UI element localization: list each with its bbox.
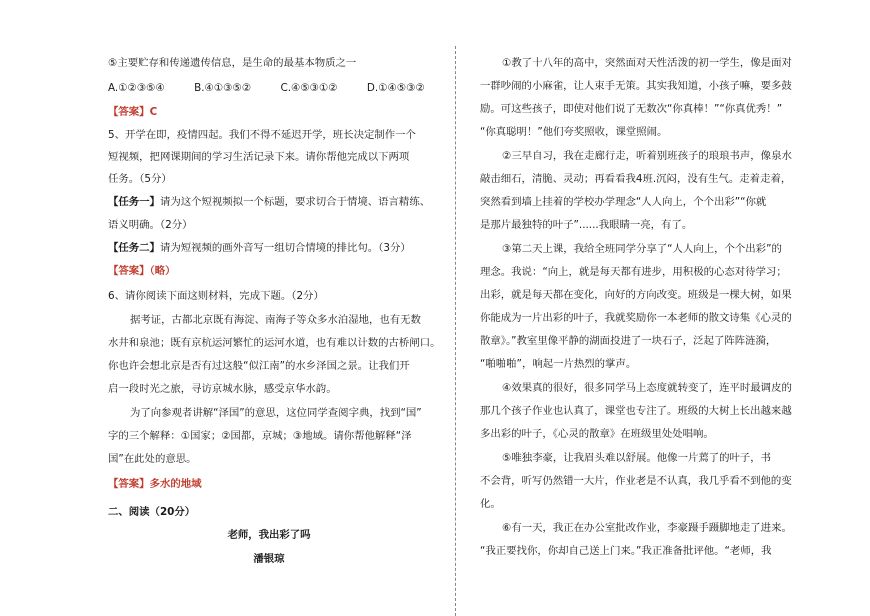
- text-line: 为了向参观者讲解“泽国”的意思，这位同学查阅字典，找到“国”: [130, 407, 422, 419]
- text-line: 散章》。”教室里像平静的湖面投进了一块石子，泛起了阵阵涟漪，: [480, 335, 777, 347]
- text-line: ③第二天上课，我给全班同学分享了“人人向上，个个出彩”的: [502, 243, 782, 255]
- option-d: D.①④⑤③②: [366, 82, 425, 94]
- text-line: “啪啪啪”，响起一片热烈的掌声。: [480, 358, 637, 370]
- text-line: 化。: [480, 498, 501, 510]
- section-heading: 二、阅读（20分）: [108, 506, 196, 518]
- text-line: 你也许会想北京是否有过这般“似江南”的水乡泽国之景。让我们开: [108, 360, 410, 372]
- task-2: [108, 241, 411, 255]
- text-line: 启一段时光之旅，寻访京城水脉，感受京华水韵。: [108, 383, 337, 395]
- text-line: 突然看到墙上挂着的学校办学理念“人人向上，个个出彩”“你就: [480, 196, 767, 208]
- text-line: 那几个孩子作业也认真了，课堂也专注了。班级的大树上长出越来越: [480, 405, 792, 417]
- article-title: 老师，我出彩了吗: [227, 529, 311, 541]
- text-line: 敲击细石，清脆、灵动；再看看我4班.沉闷，没有生气。走着走着，: [480, 173, 792, 185]
- answer-value: C: [149, 106, 158, 118]
- text-line: 理念。我说：“向上，就是每天都有进步，用积极的心态对待学习；: [480, 266, 787, 278]
- answer-1: [108, 105, 157, 119]
- text-line: 据考证，古都北京既有海淀、南海子等众多水泊湿地，也有无数: [130, 314, 421, 326]
- text-line: ⑤主要贮存和传递遗传信息，是生命的最基本物质之一: [108, 57, 357, 69]
- task-2-text: 请为短视频的画外音写一组切合情境的排比句。（3分）: [159, 242, 411, 254]
- text-line: ①教了十八年的高中，突然面对天性活泼的初一学生，像是面对: [502, 57, 792, 69]
- text-line: 多出彩的叶子，《心灵的散章》在班级里处处唱响。: [480, 428, 714, 440]
- text-line: 水井和泉池；既有京杭运河繁忙的运河水道，也有难以计数的古桥闸口。: [108, 337, 441, 349]
- text-line: 语义明确。（2分）: [108, 219, 193, 231]
- text-line: 字的三个解释：①国家；②国都，京城；③地域。请你帮他解释“泽: [108, 430, 412, 442]
- text-line: “你真聪明！”他们夸奖照收，课堂照闹。: [480, 126, 668, 138]
- answer-3: [108, 477, 202, 491]
- text-line: 是那片最独特的叶子”......我眼睛一亮，有了。: [480, 219, 693, 231]
- task-2-tag: 【任务二】: [108, 242, 160, 254]
- text-line: 6、请你阅读下面这则材料，完成下题。（2分）: [108, 290, 324, 302]
- text-line: 国”在此处的意思。: [108, 453, 197, 465]
- text-line: ⑤唯独李豪，让我眉头难以舒展。他像一片蔫了的叶子，书: [502, 452, 772, 464]
- option-c: C.④⑤③①②: [280, 82, 338, 94]
- text-line: ⑥有一天，我正在办公室批改作业，李豪蹑手蹑脚地走了进来。: [502, 522, 792, 534]
- option-b: B.④①③⑤②: [194, 82, 252, 94]
- text-line: 一群吵闹的小麻雀，让人束手无策。其实我知道，小孩子嘛，要多鼓: [480, 80, 792, 92]
- article-author: 潘银琼: [253, 553, 285, 565]
- answer-options: [108, 81, 451, 95]
- text-line: 励。可这些孩子，即使对他们说了无数次“你真棒！”“你真优秀！”: [480, 103, 783, 115]
- answer-tag: 【答案】: [108, 106, 150, 118]
- task-1: [108, 195, 430, 209]
- option-a: A.①②③⑤④: [108, 82, 165, 94]
- text-line: 不会背，听写仍然错一大片，作业老是不认真，我几乎看不到他的变: [480, 475, 792, 487]
- answer-value: （略）: [149, 265, 176, 277]
- answer-2: [108, 264, 176, 278]
- text-line: 5、开学在即，疫情四起。我们不得不延迟开学，班长决定制作一个: [108, 129, 416, 141]
- text-line: 你能成为一片出彩的叶子，我就奖励你一本老师的散文诗集《心灵的: [480, 312, 792, 324]
- answer-tag: 【答案】: [108, 478, 150, 490]
- task-1-tag: 【任务一】: [108, 196, 160, 208]
- text-line: 出彩，就是每天都在变化，向好的方向改变。班级是一棵大树，如果: [480, 289, 792, 301]
- column-divider: [455, 46, 456, 616]
- text-line: “我正要找你，你却自己送上门来。”我正准备批评他。“老师，我: [480, 545, 772, 557]
- task-1-text: 请为这个短视频拟一个标题，要求切合于情境、语言精练、: [159, 196, 431, 208]
- text-line: ②三早自习，我在走廊行走，听着别班孩子的琅琅书声，像泉水: [502, 150, 792, 162]
- answer-tag: 【答案】: [108, 265, 150, 277]
- answer-value: 多水的地域: [149, 478, 202, 490]
- text-line: ④效果真的很好，很多同学马上态度就转变了，连平时最调皮的: [502, 382, 792, 394]
- text-line: 任务。（5分）: [108, 173, 172, 185]
- text-line: 短视频，把网课期间的学习生活记录下来。请你帮他完成以下两项: [108, 151, 410, 163]
